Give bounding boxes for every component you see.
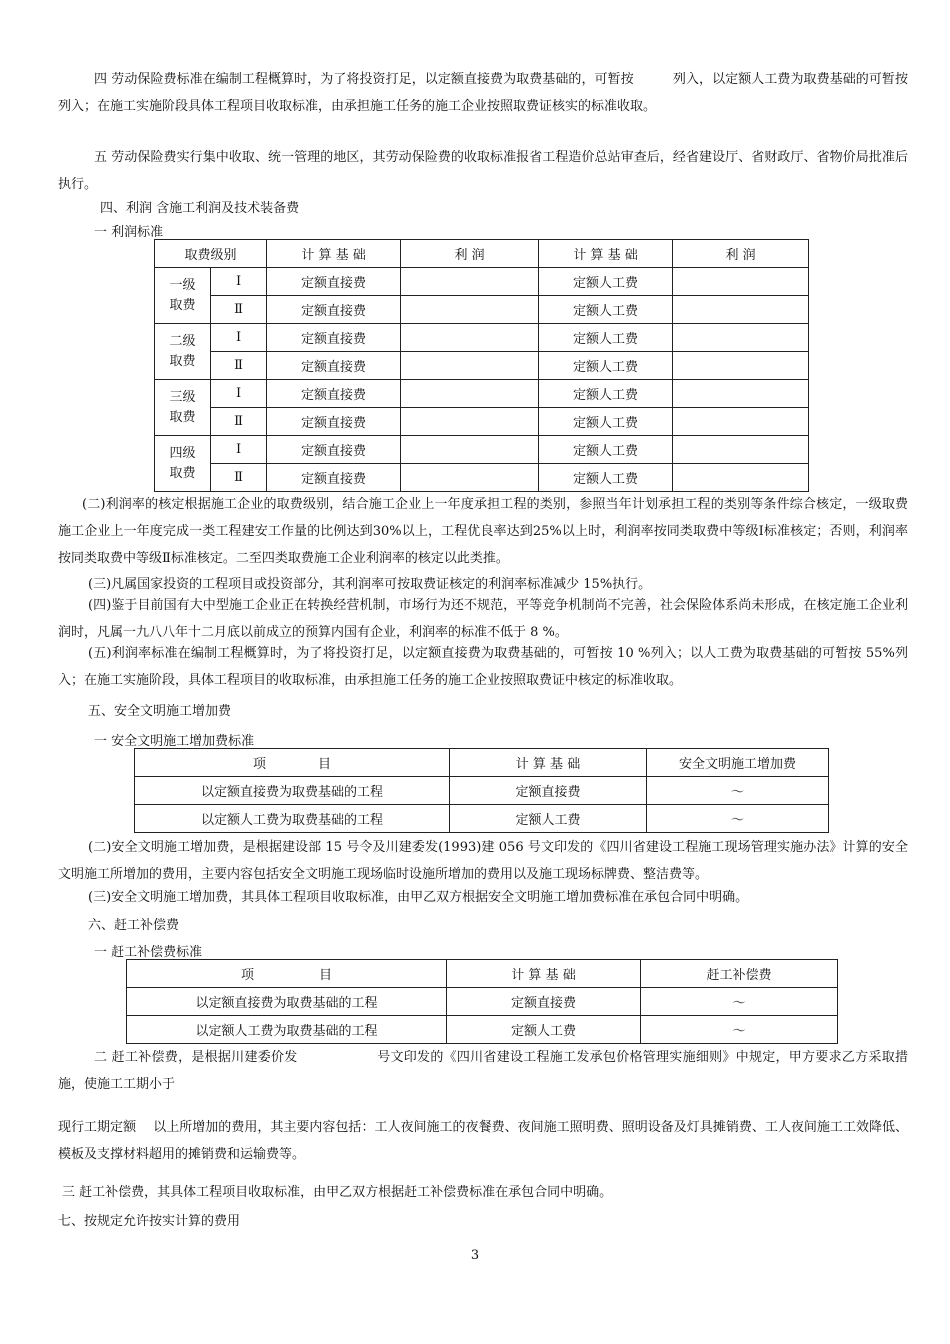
paragraph-rush-2-continued: 现行工期定额 以上所增加的费用，其主要内容包括：工人夜间施工的夜餐费、夜间施工照明费、照明设备及灯具摊销费、工人夜间施工工效降低、模板及支撑材料超用的摊销费和运输费等。 <box>58 1120 908 1162</box>
table-row <box>127 988 838 1016</box>
profit-value-labor <box>673 296 809 324</box>
profit-value-direct <box>401 296 539 324</box>
grade-level: Ⅱ <box>211 352 267 380</box>
calc-base-direct: 定额直接费 <box>267 464 401 492</box>
profit-value-direct <box>401 436 539 464</box>
table-row <box>127 1016 838 1044</box>
page-number: 3 <box>470 1248 480 1263</box>
rush-header-item: 项 目 <box>127 960 447 988</box>
paragraph-labor-insurance-4: 四 劳动保险费标准在编制工程概算时，为了将投资打足，以定额直接费为取费基础的，可暂按 列入，以定额人工费为取费基础的可暂按 列入；在施工实施阶段具体工程项目收取标准，由承担施工任务的施工企业按照取费证核实的标准收取。 <box>58 72 948 114</box>
rush-header-base: 计 算 基 础 <box>447 960 641 988</box>
calc-base-direct: 定额直接费 <box>267 352 401 380</box>
calc-base-labor: 定额人工费 <box>539 324 673 352</box>
table-row <box>155 436 809 464</box>
profit-value-direct <box>401 352 539 380</box>
paragraph-profit-2: (二)利润率的核定根据施工企业的取费级别，结合施工企业上一年度承担工程的类别，参照当年计划承担工程的类别等条件综合核定，一级取费施工企业上一年度完成一类工程建安工作量的比例达到30%以上，工程优良率达到25%以上时，利润率按同类取费中等级Ⅰ标准核定；否则，利润率按同类取费中等级Ⅱ标准核定。二至四类取费施工企业利润率的核定以此类推。 <box>58 497 908 566</box>
profit-value-labor <box>673 324 809 352</box>
header-profit-2: 利 润 <box>673 240 809 268</box>
profit-value-labor <box>673 408 809 436</box>
header-profit-1: 利 润 <box>401 240 539 268</box>
rush-table-header <box>127 960 838 988</box>
grade-level: Ⅰ <box>211 436 267 464</box>
header-base-2: 计 算 基 础 <box>539 240 673 268</box>
heading-profit: 四、利润 含施工利润及技术装备费 <box>100 201 300 216</box>
safety-item: 以定额直接费为取费基础的工程 <box>135 777 450 805</box>
profit-value-labor <box>673 352 809 380</box>
table-row <box>155 464 809 492</box>
grade-label-fee: 取费 <box>169 297 196 313</box>
profit-value-direct <box>401 380 539 408</box>
grade-label-level: 四级 <box>169 445 196 461</box>
rush-header-fee: 赶工补偿费 <box>641 960 838 988</box>
heading-rush: 六、赶工补偿费 <box>88 918 180 933</box>
calc-base-labor: 定额人工费 <box>539 464 673 492</box>
safety-fee: ～ <box>647 777 829 805</box>
heading-safety: 五、安全文明施工增加费 <box>88 704 232 719</box>
paragraph-profit-3: (三)凡属国家投资的工程项目或投资部分，其利润率可按取费证核定的利润率标准减少 15%执行。 <box>88 577 652 592</box>
profit-value-direct <box>401 464 539 492</box>
grade-label-level: 一级 <box>169 277 196 293</box>
table-row <box>155 408 809 436</box>
calc-base-direct: 定额直接费 <box>267 408 401 436</box>
profit-table-header <box>155 240 809 268</box>
grade-level: Ⅰ <box>211 380 267 408</box>
paragraph-profit-4: (四)鉴于目前国有大中型施工企业正在转换经营机制，市场行为还不规范，平等竞争机制尚不完善，社会保险体系尚未形成，在核定施工企业利润时，凡属一九八八年十二月底以前成立的预算内国有企业，利润率的标准不低于 8 %。 <box>58 598 908 640</box>
table-row <box>135 777 829 805</box>
calc-base-direct: 定额直接费 <box>267 268 401 296</box>
rush-base: 定额人工费 <box>447 1016 641 1044</box>
rush-table <box>126 959 838 1044</box>
paragraph-profit-5: (五)利润率标准在编制工程概算时，为了将投资打足，以定额直接费为取费基础的，可暂按 10 %列入；以人工费为取费基础的可暂按 55%列入；在施工实施阶段，具体工程项目的收取标准，由承担施工任务的施工企业按照取费证中核定的标准收取。 <box>58 646 908 688</box>
safety-table-header <box>135 749 829 777</box>
profit-value-labor <box>673 380 809 408</box>
header-base-1: 计 算 基 础 <box>267 240 401 268</box>
rush-fee: ～ <box>641 1016 838 1044</box>
safety-table <box>134 748 829 833</box>
calc-base-labor: 定额人工费 <box>539 268 673 296</box>
profit-value-direct <box>401 268 539 296</box>
table-row <box>155 380 809 408</box>
rush-base: 定额直接费 <box>447 988 641 1016</box>
table-row <box>155 268 809 296</box>
paragraph-rush-3: 三 赶工补偿费，其具体工程项目收取标准，由甲乙双方根据赶工补偿费标准在承包合同中明确。 <box>62 1185 613 1200</box>
calc-base-direct: 定额直接费 <box>267 436 401 464</box>
safety-base: 定额直接费 <box>450 777 647 805</box>
grade-label <box>155 380 211 436</box>
table-row <box>155 324 809 352</box>
profit-value-labor <box>673 436 809 464</box>
calc-base-labor: 定额人工费 <box>539 408 673 436</box>
grade-label-level: 二级 <box>169 333 196 349</box>
profit-value-direct <box>401 408 539 436</box>
grade-label-level: 三级 <box>169 389 196 405</box>
calc-base-labor: 定额人工费 <box>539 436 673 464</box>
safety-item: 以定额人工费为取费基础的工程 <box>135 805 450 833</box>
profit-value-labor <box>673 268 809 296</box>
safety-header-base: 计 算 基 础 <box>450 749 647 777</box>
grade-level: Ⅱ <box>211 464 267 492</box>
subheading-safety-standard: 一 安全文明施工增加费标准 <box>94 734 255 749</box>
rush-item: 以定额人工费为取费基础的工程 <box>127 1016 447 1044</box>
heading-other-fees: 七、按规定允许按实计算的费用 <box>58 1214 241 1229</box>
profit-value-labor <box>673 464 809 492</box>
calc-base-direct: 定额直接费 <box>267 324 401 352</box>
safety-base: 定额人工费 <box>450 805 647 833</box>
table-row <box>155 296 809 324</box>
calc-base-labor: 定额人工费 <box>539 380 673 408</box>
calc-base-direct: 定额直接费 <box>267 380 401 408</box>
subheading-profit-standard: 一 利润标准 <box>94 225 164 240</box>
grade-label <box>155 436 211 492</box>
paragraph-safety-2: (二)安全文明施工增加费，是根据建设部 15 号令及川建委发(1993)建 056 号文印发的《四川省建设工程施工现场管理实施办法》计算的安全文明施工所增加的费用，主要内容包括安全文明施工现场临时设施所增加的费用以及施工现场标牌费、整洁费等。 <box>58 840 908 882</box>
grade-label <box>155 268 211 324</box>
table-row <box>135 805 829 833</box>
paragraph-rush-2: 二 赶工补偿费，是根据川建委价发 号文印发的《四川省建设工程施工发承包价格管理实施细则》中规定，甲方要求乙方采取措施，使施工工期小于 <box>58 1050 908 1092</box>
table-row <box>155 352 809 380</box>
rush-item: 以定额直接费为取费基础的工程 <box>127 988 447 1016</box>
grade-level: Ⅰ <box>211 268 267 296</box>
grade-level: Ⅰ <box>211 324 267 352</box>
grade-level: Ⅱ <box>211 408 267 436</box>
paragraph-labor-insurance-5: 五 劳动保险费实行集中收取、统一管理的地区，其劳动保险费的收取标准报省工程造价总站审查后，经省建设厅、省财政厅、省物价局批准后执行。 <box>58 150 908 192</box>
grade-level: Ⅱ <box>211 296 267 324</box>
rush-fee: ～ <box>641 988 838 1016</box>
grade-label-fee: 取费 <box>169 409 196 425</box>
safety-header-fee: 安全文明施工增加费 <box>647 749 829 777</box>
profit-table <box>154 239 809 492</box>
safety-fee: ～ <box>647 805 829 833</box>
subheading-rush-standard: 一 赶工补偿费标准 <box>94 945 203 960</box>
grade-label <box>155 324 211 380</box>
header-grade: 取费级别 <box>155 240 267 268</box>
profit-value-direct <box>401 324 539 352</box>
safety-header-item: 项 目 <box>135 749 450 777</box>
calc-base-labor: 定额人工费 <box>539 296 673 324</box>
calc-base-labor: 定额人工费 <box>539 352 673 380</box>
grade-label-fee: 取费 <box>169 465 196 481</box>
calc-base-direct: 定额直接费 <box>267 296 401 324</box>
paragraph-safety-3: (三)安全文明施工增加费，其具体工程项目收取标准，由甲乙双方根据安全文明施工增加费标准在承包合同中明确。 <box>88 890 749 905</box>
grade-label-fee: 取费 <box>169 353 196 369</box>
